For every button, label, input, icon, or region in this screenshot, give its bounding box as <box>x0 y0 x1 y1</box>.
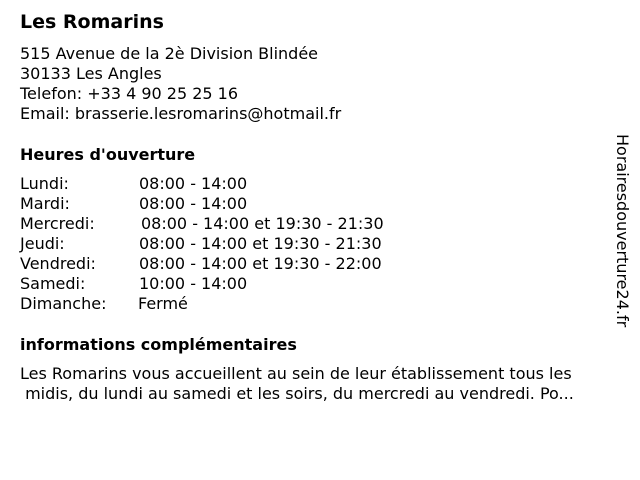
business-name: Les Romarins <box>20 11 164 33</box>
info-description <box>20 364 574 404</box>
day-label: Mardi: <box>20 194 70 213</box>
site-watermark: Horairesdouverture24.fr <box>613 134 632 328</box>
time-range: Fermé <box>138 294 188 313</box>
day-label: Mercredi: <box>20 214 95 233</box>
time-range: 08:00 - 14:00 et 19:30 - 22:00 <box>139 254 382 273</box>
time-range: 08:00 - 14:00 et 19:30 - 21:30 <box>141 214 384 233</box>
address-city: 30133 Les Angles <box>20 64 162 83</box>
day-label: Dimanche: <box>20 294 107 313</box>
phone-number: Telefon: +33 4 90 25 25 16 <box>20 84 239 103</box>
time-range: 08:00 - 14:00 et 19:30 - 21:30 <box>139 234 382 253</box>
hours-heading: Heures d'ouverture <box>20 145 196 164</box>
address-block <box>20 44 341 124</box>
day-label: Lundi: <box>20 174 69 193</box>
email-address: Email: brasserie.lesromarins@hotmail.fr <box>20 104 342 123</box>
time-range: 10:00 - 14:00 <box>139 274 248 293</box>
day-label: Vendredi: <box>20 254 96 273</box>
time-range: 08:00 - 14:00 <box>139 174 248 193</box>
info-heading: informations complémentaires <box>20 335 297 354</box>
time-range: 08:00 - 14:00 <box>139 194 248 213</box>
description-line: midis, du lundi au samedi et les soirs, du mercredi au vendredi. Po... <box>20 384 574 403</box>
day-label: Jeudi: <box>20 234 65 253</box>
day-label: Samedi: <box>20 274 86 293</box>
address-street: 515 Avenue de la 2è Division Blindée <box>20 44 319 63</box>
description-line: Les Romarins vous accueillent au sein de leur établissement tous les <box>20 364 572 383</box>
